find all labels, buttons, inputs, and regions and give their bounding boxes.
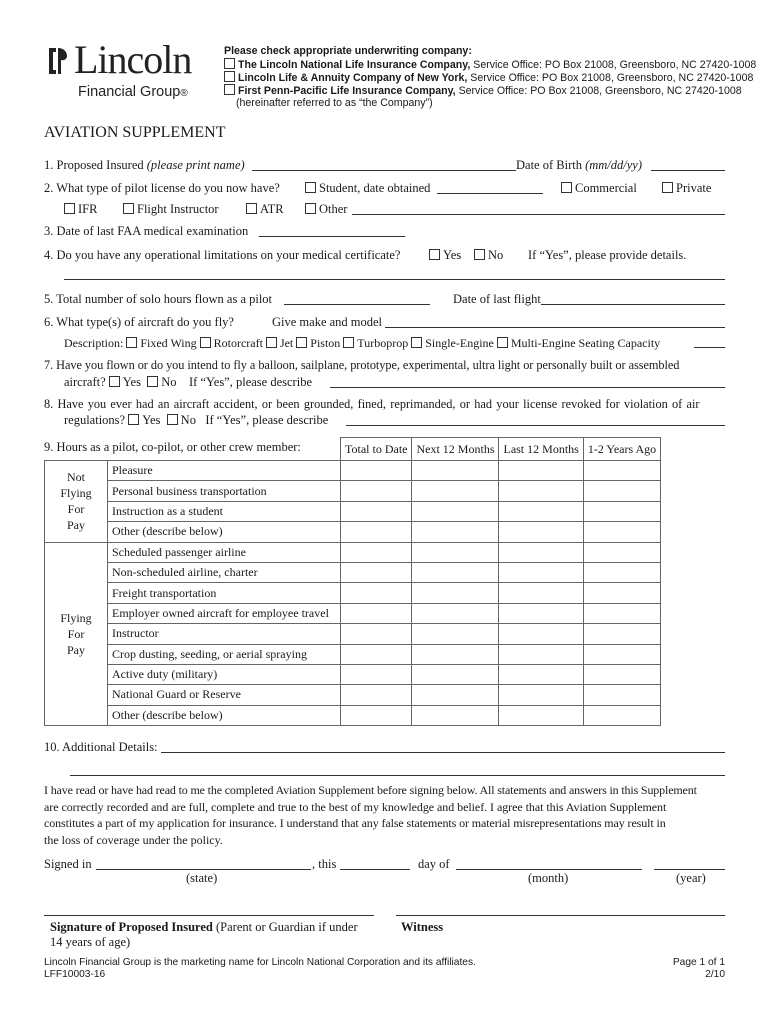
q2-student-option[interactable]: Student, date obtained	[305, 181, 430, 196]
col-1-2-years-ago: 1-2 Years Ago	[583, 438, 660, 461]
row-label: Active duty (military)	[108, 664, 341, 684]
hours-cell[interactable]	[583, 644, 660, 664]
day-input[interactable]	[340, 869, 410, 870]
q2-private-option[interactable]: Private	[662, 181, 711, 196]
hours-cell[interactable]	[499, 481, 583, 501]
hours-cell[interactable]	[341, 705, 412, 725]
hours-cell[interactable]	[583, 562, 660, 582]
row-label: Freight transportation	[108, 583, 341, 603]
declaration: I have read or have had read to me the completed Aviation Supplement before signing below. All statements and answers in this Supplement are correctly recorded and are full, complete and true to the best of my knowledge and belief. I agree that this Aviation Supplement constitutes a part of my application for insurance. I understand that any false statements or material misrepresentations may result in the loss of coverage under the policy.	[44, 783, 697, 847]
row-label: Personal business transportation	[108, 481, 341, 501]
hours-cell[interactable]	[583, 583, 660, 603]
q6-seating-input[interactable]	[694, 347, 725, 348]
hours-cell[interactable]	[341, 481, 412, 501]
hours-cell[interactable]	[499, 664, 583, 684]
hours-cell[interactable]	[412, 501, 499, 521]
hours-cell[interactable]	[583, 624, 660, 644]
q5-last-flight-label: Date of last flight	[453, 292, 541, 306]
hours-cell[interactable]	[412, 583, 499, 603]
brand-subtitle: Financial Group®	[78, 84, 188, 100]
day-of-label: day of	[418, 857, 450, 871]
q2-other-input[interactable]	[352, 214, 725, 215]
hours-cell[interactable]	[499, 562, 583, 582]
this-label: , this	[312, 857, 337, 871]
q4-no-option[interactable]: No	[474, 248, 503, 263]
hours-cell[interactable]	[412, 562, 499, 582]
hours-cell[interactable]	[499, 705, 583, 725]
hours-cell[interactable]	[499, 603, 583, 623]
hours-cell[interactable]	[499, 685, 583, 705]
col-last-12-months: Last 12 Months	[499, 438, 583, 461]
q2-atr-option[interactable]: ATR	[246, 202, 284, 217]
not-flying-for-pay-label: Not Flying For Pay	[45, 461, 108, 543]
insured-signature-line[interactable]	[44, 915, 374, 916]
q4-label: 4. Do you have any operational limitations on your medical certificate?	[44, 248, 401, 262]
row-label: Other (describe below)	[108, 522, 341, 542]
footer-form-number: LFF10003-16	[44, 969, 106, 980]
underwriting-prompt: Please check appropriate underwriting company:	[224, 45, 472, 57]
q4-if-yes-label: If “Yes”, please provide details.	[528, 248, 687, 262]
hours-cell[interactable]	[341, 562, 412, 582]
month-caption: (month)	[528, 871, 569, 885]
hours-cell[interactable]	[499, 461, 583, 481]
q2-commercial-option[interactable]: Commercial	[561, 181, 637, 196]
year-input[interactable]	[654, 869, 725, 870]
hours-cell[interactable]	[341, 583, 412, 603]
hours-cell[interactable]	[341, 542, 412, 562]
hours-cell[interactable]	[412, 481, 499, 501]
hours-cell[interactable]	[583, 705, 660, 725]
company-option[interactable]: Lincoln Life & Annuity Company of New York, Service Office: PO Box 21008, Greensboro, NC 27420-1008	[224, 71, 753, 84]
lincoln-logo-icon	[46, 46, 70, 76]
q2-student-date-input[interactable]	[437, 193, 543, 194]
q2-instructor-option[interactable]: Flight Instructor	[123, 202, 219, 217]
hours-table	[44, 437, 661, 726]
footer-date: 2/10	[705, 969, 725, 980]
q3-label: 3. Date of last FAA medical examination	[44, 224, 249, 238]
row-label: Pleasure	[108, 461, 341, 481]
hours-cell[interactable]	[412, 542, 499, 562]
month-input[interactable]	[456, 869, 642, 870]
hours-cell[interactable]	[412, 461, 499, 481]
form-title: AVIATION SUPPLEMENT	[44, 124, 226, 141]
hours-cell[interactable]	[499, 583, 583, 603]
flying-for-pay-label: Flying For Pay	[45, 542, 108, 726]
row-label: Non-scheduled airline, charter	[108, 562, 341, 582]
q1-label: 1. Proposed Insured (please print name)	[44, 158, 245, 172]
row-label: Instructor	[108, 624, 341, 644]
q7-yes-option[interactable]: Yes	[109, 375, 141, 389]
state-input[interactable]	[96, 869, 311, 870]
q2-label: 2. What type of pilot license do you now have?	[44, 181, 280, 195]
footer-marketing: Lincoln Financial Group is the marketing name for Lincoln National Corporation and its affiliates.	[44, 957, 476, 968]
hours-cell[interactable]	[341, 461, 412, 481]
q4-yes-option[interactable]: Yes	[429, 248, 461, 263]
hours-cell[interactable]	[499, 501, 583, 521]
q4-details-input[interactable]	[64, 279, 725, 280]
q6-multi-engine-option[interactable]: Multi-Engine	[497, 336, 576, 350]
hours-cell[interactable]	[499, 624, 583, 644]
hours-cell[interactable]	[583, 542, 660, 562]
q7-line1: 7. Have you flown or do you intend to fly a balloon, sailplane, prototype, experimental, ultra light or personally built or assembled	[44, 358, 680, 372]
q6-make-model-input[interactable]	[385, 327, 725, 328]
hours-cell[interactable]	[583, 501, 660, 521]
q1-dob-label: Date of Birth (mm/dd/yy)	[516, 158, 643, 172]
q6-rotorcraft-option[interactable]: Rotorcraft	[200, 336, 263, 350]
q6-make-model-label: Give make and model	[272, 315, 383, 329]
row-label: National Guard or Reserve	[108, 685, 341, 705]
q2-other-option[interactable]: Other	[305, 202, 347, 217]
q1-dob-input[interactable]	[651, 170, 725, 171]
hours-cell[interactable]	[583, 461, 660, 481]
year-caption: (year)	[676, 871, 706, 885]
company-option[interactable]: First Penn-Pacific Life Insurance Company, Service Office: PO Box 21008, Greensboro, NC 27420-1008	[224, 84, 742, 97]
hours-cell[interactable]	[583, 522, 660, 542]
hours-cell[interactable]	[341, 624, 412, 644]
insured-signature-label: Signature of Proposed Insured (Parent or Guardian if under	[50, 920, 358, 934]
q6-label: 6. What type(s) of aircraft do you fly?	[44, 315, 234, 329]
hours-cell[interactable]	[583, 603, 660, 623]
hours-cell[interactable]	[499, 644, 583, 664]
row-label: Crop dusting, seeding, or aerial spraying	[108, 644, 341, 664]
hours-cell[interactable]	[341, 522, 412, 542]
q6-fixed-wing-option[interactable]: Fixed Wing	[126, 336, 196, 350]
col-next-12-months: Next 12 Months	[412, 438, 499, 461]
q7-no-option[interactable]: No	[144, 375, 176, 389]
q6-turboprop-option[interactable]: Turboprop	[343, 336, 408, 350]
q5-hours-input[interactable]	[284, 304, 430, 305]
state-caption: (state)	[186, 871, 218, 885]
q2-ifr-option[interactable]: IFR	[64, 202, 97, 217]
q9-label: 9. Hours as a pilot, co-pilot, or other crew member:	[44, 440, 301, 454]
q8-line1: 8. Have you ever had an aircraft accident, or been grounded, fined, reprimanded, or had your license revoked for violation of air	[44, 397, 700, 411]
hours-cell[interactable]	[412, 685, 499, 705]
hours-cell[interactable]	[583, 664, 660, 684]
q7-line2: aircraft? Yes No If “Yes”, please describe	[64, 375, 312, 389]
hours-cell[interactable]	[341, 685, 412, 705]
row-label: Other (describe below)	[108, 705, 341, 725]
hours-cell[interactable]	[412, 705, 499, 725]
q5-last-flight-input[interactable]	[541, 304, 725, 305]
hours-cell[interactable]	[341, 603, 412, 623]
q10-details-input[interactable]	[161, 752, 725, 753]
signed-in-label: Signed in	[44, 857, 92, 871]
row-label: Instruction as a student	[108, 501, 341, 521]
hours-cell[interactable]	[499, 542, 583, 562]
witness-label: Witness	[401, 920, 444, 934]
hours-cell[interactable]	[583, 481, 660, 501]
hours-cell[interactable]	[412, 603, 499, 623]
q3-date-input[interactable]	[259, 236, 405, 237]
hours-cell[interactable]	[341, 664, 412, 684]
row-label: Employer owned aircraft for employee travel	[108, 603, 341, 623]
footer-page: Page 1 of 1	[672, 957, 725, 968]
hours-cell[interactable]	[499, 522, 583, 542]
q6-description-row: Description: Fixed Wing Rotorcraft Jet Piston Turboprop Single-Engine Multi-Engine Seating Capacity	[64, 336, 661, 350]
col-total-to-date: Total to Date	[341, 438, 412, 461]
q8-no-option[interactable]: No	[167, 413, 196, 427]
q6-piston-option[interactable]: Piston	[296, 336, 340, 350]
hours-cell[interactable]	[341, 501, 412, 521]
hours-cell[interactable]	[341, 644, 412, 664]
witness-signature-line[interactable]	[396, 915, 725, 916]
q8-yes-option[interactable]: Yes	[128, 413, 160, 427]
insured-signature-label-2: 14 years of age)	[50, 935, 131, 949]
q8-describe-input[interactable]	[346, 425, 725, 426]
q8-line2: regulations? Yes No If “Yes”, please describe	[64, 413, 329, 427]
hours-cell[interactable]	[583, 685, 660, 705]
row-label: Scheduled passenger airline	[108, 542, 341, 562]
q10-details-input-2[interactable]	[70, 775, 725, 776]
q5-label: 5. Total number of solo hours flown as a pilot	[44, 292, 273, 306]
hours-cell[interactable]	[412, 522, 499, 542]
q10-label: 10. Additional Details:	[44, 740, 158, 754]
q6-jet-option[interactable]: Jet	[266, 336, 293, 350]
hours-cell[interactable]	[412, 664, 499, 684]
company-option[interactable]: The Lincoln National Life Insurance Company, Service Office: PO Box 21008, Greensboro, NC 27420-1008	[224, 58, 756, 71]
q6-single-engine-option[interactable]: Single-Engine	[411, 336, 494, 350]
hours-cell[interactable]	[412, 624, 499, 644]
q1-name-input[interactable]	[252, 170, 516, 171]
company-note: (hereinafter referred to as “the Company”)	[236, 97, 433, 109]
q7-describe-input[interactable]	[330, 387, 725, 388]
brand-name: Lincoln	[74, 37, 192, 82]
hours-cell[interactable]	[412, 644, 499, 664]
